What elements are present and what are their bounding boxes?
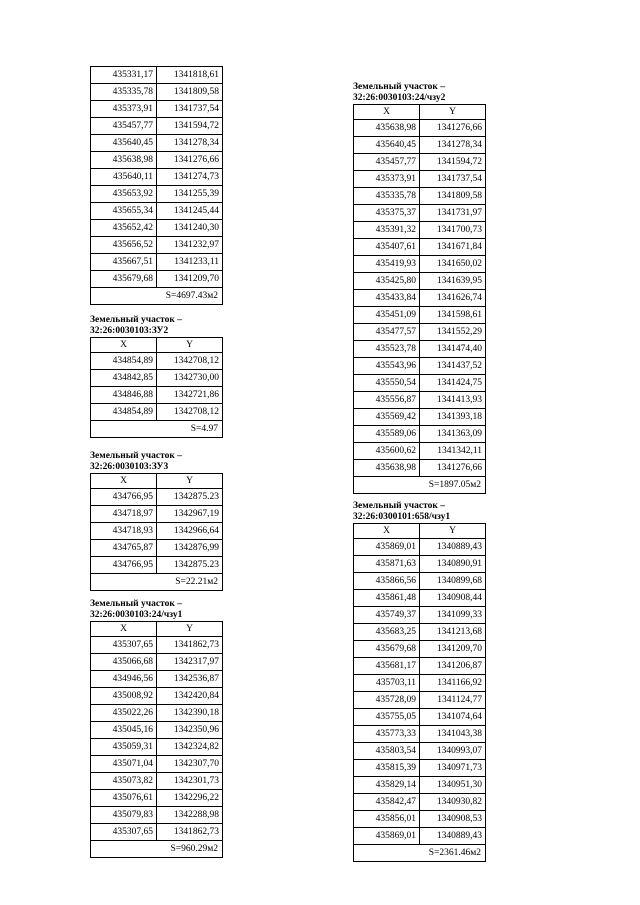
table-row bbox=[354, 726, 486, 743]
x-cell: 435703,11 bbox=[354, 675, 420, 692]
y-cell: 1341650,02 bbox=[420, 256, 486, 273]
table-row bbox=[91, 654, 223, 671]
table-row bbox=[91, 186, 223, 203]
area-row bbox=[91, 841, 223, 858]
x-cell: 434766,95 bbox=[91, 489, 157, 506]
coordinates-table bbox=[90, 66, 223, 305]
y-cell: 1341274,73 bbox=[157, 169, 223, 186]
y-cell: 1340889,43 bbox=[420, 828, 486, 845]
table-row bbox=[354, 539, 486, 556]
area-row bbox=[91, 421, 223, 438]
y-cell: 1341818,61 bbox=[157, 67, 223, 84]
table-row bbox=[354, 273, 486, 290]
y-cell: 1342324,82 bbox=[157, 739, 223, 756]
y-cell: 1340908,44 bbox=[420, 590, 486, 607]
x-cell: 435066,68 bbox=[91, 654, 157, 671]
x-cell: 435755,05 bbox=[354, 709, 420, 726]
x-cell: 435638,98 bbox=[354, 460, 420, 477]
x-cell: 435076,61 bbox=[91, 790, 157, 807]
y-cell: 1340930,82 bbox=[420, 794, 486, 811]
x-cell: 435861,48 bbox=[354, 590, 420, 607]
y-cell: 1342390,18 bbox=[157, 705, 223, 722]
table-row bbox=[354, 675, 486, 692]
x-cell: 435307,65 bbox=[91, 637, 157, 654]
table-row bbox=[354, 256, 486, 273]
area-value: S=4.97 bbox=[91, 421, 223, 438]
table-row bbox=[354, 460, 486, 477]
y-cell: 1341598,61 bbox=[420, 307, 486, 324]
x-cell: 434718,97 bbox=[91, 506, 157, 523]
y-cell: 1341206,87 bbox=[420, 658, 486, 675]
y-cell: 1341671,84 bbox=[420, 239, 486, 256]
table-row bbox=[91, 135, 223, 152]
y-cell: 1341276,66 bbox=[157, 152, 223, 169]
table-row bbox=[91, 353, 223, 370]
coordinates-block-24-chzu2 bbox=[353, 82, 486, 494]
y-cell: 1341074,64 bbox=[420, 709, 486, 726]
table-row bbox=[354, 341, 486, 358]
table-row bbox=[354, 239, 486, 256]
table-row bbox=[354, 375, 486, 392]
table-row bbox=[354, 709, 486, 726]
y-cell: 1341809,58 bbox=[420, 188, 486, 205]
y-cell: 1341124,77 bbox=[420, 692, 486, 709]
x-cell: 435335,78 bbox=[354, 188, 420, 205]
x-cell: 435815,39 bbox=[354, 760, 420, 777]
x-cell: 435866,56 bbox=[354, 573, 420, 590]
x-cell: 435079,83 bbox=[91, 807, 157, 824]
table-row bbox=[91, 237, 223, 254]
x-cell: 435829,14 bbox=[354, 777, 420, 794]
y-cell: 1342708,12 bbox=[157, 404, 223, 421]
x-cell: 435523,78 bbox=[354, 341, 420, 358]
table-row bbox=[354, 188, 486, 205]
x-cell: 435589,06 bbox=[354, 426, 420, 443]
y-cell: 1342317,97 bbox=[157, 654, 223, 671]
x-cell: 435391,32 bbox=[354, 222, 420, 239]
table-row bbox=[91, 756, 223, 773]
y-cell: 1341639,95 bbox=[420, 273, 486, 290]
y-cell: 1342875.23 bbox=[157, 489, 223, 506]
table-row bbox=[354, 324, 486, 341]
x-cell: 435008,92 bbox=[91, 688, 157, 705]
x-cell: 435373,91 bbox=[91, 101, 157, 118]
coordinates-block-zu3 bbox=[90, 451, 223, 591]
y-cell: 1341626,74 bbox=[420, 290, 486, 307]
x-cell: 435667,51 bbox=[91, 254, 157, 271]
x-cell: 435749,37 bbox=[354, 607, 420, 624]
x-cell: 435871,63 bbox=[354, 556, 420, 573]
x-cell: 435335,78 bbox=[91, 84, 157, 101]
y-cell: 1341474,40 bbox=[420, 341, 486, 358]
y-cell: 1340890,91 bbox=[420, 556, 486, 573]
x-cell: 435638,98 bbox=[354, 120, 420, 137]
x-cell: 435556,87 bbox=[354, 392, 420, 409]
y-cell: 1340899,68 bbox=[420, 573, 486, 590]
table-row bbox=[354, 556, 486, 573]
x-cell: 434846,88 bbox=[91, 387, 157, 404]
table-row bbox=[91, 540, 223, 557]
x-cell: 435842,47 bbox=[354, 794, 420, 811]
y-cell: 1341276,66 bbox=[420, 460, 486, 477]
area-row bbox=[91, 574, 223, 591]
x-cell: 435373,91 bbox=[354, 171, 420, 188]
y-cell: 1342307,70 bbox=[157, 756, 223, 773]
column-header: X bbox=[91, 622, 157, 637]
table-row bbox=[354, 205, 486, 222]
table-row bbox=[91, 688, 223, 705]
x-cell: 435683,25 bbox=[354, 624, 420, 641]
y-cell: 1341737,54 bbox=[157, 101, 223, 118]
column-header: X bbox=[91, 474, 157, 489]
table-row bbox=[91, 637, 223, 654]
x-cell: 435375,37 bbox=[354, 205, 420, 222]
x-cell: 434765,87 bbox=[91, 540, 157, 557]
header-row bbox=[354, 524, 486, 539]
table-row bbox=[91, 169, 223, 186]
y-cell: 1342875.23 bbox=[157, 557, 223, 574]
plot-title: Земельный участок – 32:26:0030103:ЗУ2 bbox=[90, 315, 182, 336]
y-cell: 1341233,11 bbox=[157, 254, 223, 271]
y-cell: 1342967,19 bbox=[157, 506, 223, 523]
table-row bbox=[354, 641, 486, 658]
table-row bbox=[91, 722, 223, 739]
table-row bbox=[354, 743, 486, 760]
coordinates-block-24-chzu1 bbox=[90, 599, 223, 858]
plot-title: Земельный участок – 32:26:0030103:24/чзу1 bbox=[90, 599, 183, 620]
coordinates-table bbox=[353, 104, 486, 494]
table-row bbox=[91, 254, 223, 271]
y-cell: 1340993,07 bbox=[420, 743, 486, 760]
y-cell: 1341731,97 bbox=[420, 205, 486, 222]
table-row bbox=[91, 203, 223, 220]
x-cell: 435550,54 bbox=[354, 375, 420, 392]
y-cell: 1341213,68 bbox=[420, 624, 486, 641]
x-cell: 435451,09 bbox=[354, 307, 420, 324]
x-cell: 435652,42 bbox=[91, 220, 157, 237]
table-row bbox=[354, 358, 486, 375]
y-cell: 1342420,84 bbox=[157, 688, 223, 705]
y-cell: 1341594,72 bbox=[420, 154, 486, 171]
table-row bbox=[91, 370, 223, 387]
table-row bbox=[91, 404, 223, 421]
table-row bbox=[354, 573, 486, 590]
x-cell: 435073,82 bbox=[91, 773, 157, 790]
table-row bbox=[354, 777, 486, 794]
coordinates-block-continued bbox=[90, 66, 223, 305]
x-cell: 435856,01 bbox=[354, 811, 420, 828]
x-cell: 435600,62 bbox=[354, 443, 420, 460]
y-cell: 1342876,99 bbox=[157, 540, 223, 557]
table-row bbox=[354, 409, 486, 426]
x-cell: 435655,34 bbox=[91, 203, 157, 220]
x-cell: 435679,68 bbox=[91, 271, 157, 288]
table-row bbox=[354, 590, 486, 607]
column-header: X bbox=[91, 338, 157, 353]
table-row bbox=[91, 557, 223, 574]
y-cell: 1341245,44 bbox=[157, 203, 223, 220]
y-cell: 1341700,73 bbox=[420, 222, 486, 239]
y-cell: 1341809,58 bbox=[157, 84, 223, 101]
coordinates-table bbox=[90, 337, 223, 438]
y-cell: 1342301,73 bbox=[157, 773, 223, 790]
y-cell: 1341276,66 bbox=[420, 120, 486, 137]
y-cell: 1341232,97 bbox=[157, 237, 223, 254]
table-row bbox=[91, 67, 223, 84]
x-cell: 435640,45 bbox=[91, 135, 157, 152]
table-row bbox=[354, 290, 486, 307]
y-cell: 1341099,33 bbox=[420, 607, 486, 624]
table-row bbox=[91, 489, 223, 506]
plot-title: Земельный участок – 32:26:0300101:658/чзу1 bbox=[353, 501, 451, 522]
table-row bbox=[91, 671, 223, 688]
x-cell: 435307,65 bbox=[91, 824, 157, 841]
y-cell: 1341278,34 bbox=[420, 137, 486, 154]
y-cell: 1341342,11 bbox=[420, 443, 486, 460]
x-cell: 435869,01 bbox=[354, 539, 420, 556]
header-row bbox=[91, 474, 223, 489]
y-cell: 1340951,30 bbox=[420, 777, 486, 794]
y-cell: 1341393,18 bbox=[420, 409, 486, 426]
y-cell: 1341594,72 bbox=[157, 118, 223, 135]
y-cell: 1342288,98 bbox=[157, 807, 223, 824]
y-cell: 1341209,70 bbox=[157, 271, 223, 288]
y-cell: 1341437,52 bbox=[420, 358, 486, 375]
y-cell: 1342350,96 bbox=[157, 722, 223, 739]
x-cell: 434854,89 bbox=[91, 353, 157, 370]
table-row bbox=[354, 658, 486, 675]
table-row bbox=[354, 154, 486, 171]
x-cell: 435045,16 bbox=[91, 722, 157, 739]
x-cell: 435679,68 bbox=[354, 641, 420, 658]
x-cell: 435640,11 bbox=[91, 169, 157, 186]
table-row bbox=[91, 152, 223, 169]
y-cell: 1341363,09 bbox=[420, 426, 486, 443]
y-cell: 1341240,30 bbox=[157, 220, 223, 237]
x-cell: 435419,93 bbox=[354, 256, 420, 273]
y-cell: 1342296,22 bbox=[157, 790, 223, 807]
x-cell: 435681,17 bbox=[354, 658, 420, 675]
table-row bbox=[91, 220, 223, 237]
table-row bbox=[354, 222, 486, 239]
area-value: S=22.21м2 bbox=[91, 574, 223, 591]
y-cell: 1341862,73 bbox=[157, 637, 223, 654]
column-header: Y bbox=[157, 474, 223, 489]
y-cell: 1341043,38 bbox=[420, 726, 486, 743]
area-row bbox=[91, 288, 223, 305]
table-row bbox=[354, 811, 486, 828]
x-cell: 435773,33 bbox=[354, 726, 420, 743]
table-row bbox=[91, 705, 223, 722]
table-row bbox=[354, 607, 486, 624]
table-row bbox=[354, 426, 486, 443]
y-cell: 1341278,34 bbox=[157, 135, 223, 152]
table-row bbox=[354, 794, 486, 811]
table-row bbox=[354, 760, 486, 777]
x-cell: 435638,98 bbox=[91, 152, 157, 169]
table-row bbox=[354, 392, 486, 409]
table-row bbox=[354, 171, 486, 188]
y-cell: 1341413,93 bbox=[420, 392, 486, 409]
area-value: S=4697.43м2 bbox=[91, 288, 223, 305]
x-cell: 434842,85 bbox=[91, 370, 157, 387]
x-cell: 435425,80 bbox=[354, 273, 420, 290]
table-row bbox=[91, 824, 223, 841]
column-header: X bbox=[354, 105, 420, 120]
y-cell: 1342966,64 bbox=[157, 523, 223, 540]
x-cell: 435803,54 bbox=[354, 743, 420, 760]
table-row bbox=[354, 120, 486, 137]
area-value: S=960.29м2 bbox=[91, 841, 223, 858]
table-row bbox=[91, 523, 223, 540]
x-cell: 435728,09 bbox=[354, 692, 420, 709]
y-cell: 1340908,53 bbox=[420, 811, 486, 828]
table-row bbox=[354, 443, 486, 460]
y-cell: 1340971,73 bbox=[420, 760, 486, 777]
y-cell: 1341209,70 bbox=[420, 641, 486, 658]
coordinates-block-658-chzu1 bbox=[353, 501, 486, 862]
column-header: Y bbox=[157, 622, 223, 637]
x-cell: 434854,89 bbox=[91, 404, 157, 421]
y-cell: 1341255,39 bbox=[157, 186, 223, 203]
coordinates-block-zu2 bbox=[90, 315, 223, 438]
table-row bbox=[354, 137, 486, 154]
x-cell: 435022,26 bbox=[91, 705, 157, 722]
y-cell: 1342708,12 bbox=[157, 353, 223, 370]
x-cell: 435331,17 bbox=[91, 67, 157, 84]
coordinates-table bbox=[90, 621, 223, 858]
table-row bbox=[91, 118, 223, 135]
header-row bbox=[354, 105, 486, 120]
x-cell: 434718,93 bbox=[91, 523, 157, 540]
plot-title: Земельный участок – 32:26:0030103:24/чзу2 bbox=[353, 82, 446, 103]
x-cell: 435071,04 bbox=[91, 756, 157, 773]
x-cell: 435569,42 bbox=[354, 409, 420, 426]
x-cell: 434946,56 bbox=[91, 671, 157, 688]
table-row bbox=[91, 506, 223, 523]
table-row bbox=[91, 101, 223, 118]
x-cell: 434766,95 bbox=[91, 557, 157, 574]
area-row bbox=[354, 477, 486, 494]
area-value: S=1897.05м2 bbox=[354, 477, 486, 494]
coordinates-table bbox=[353, 523, 486, 862]
y-cell: 1342536,87 bbox=[157, 671, 223, 688]
x-cell: 435407,61 bbox=[354, 239, 420, 256]
table-row bbox=[91, 773, 223, 790]
table-row bbox=[354, 624, 486, 641]
x-cell: 435059,31 bbox=[91, 739, 157, 756]
table-row bbox=[91, 790, 223, 807]
x-cell: 435869,01 bbox=[354, 828, 420, 845]
x-cell: 435457,77 bbox=[354, 154, 420, 171]
y-cell: 1341166,92 bbox=[420, 675, 486, 692]
column-header: Y bbox=[420, 524, 486, 539]
header-row bbox=[91, 338, 223, 353]
table-row bbox=[91, 271, 223, 288]
y-cell: 1341424,75 bbox=[420, 375, 486, 392]
table-row bbox=[354, 307, 486, 324]
x-cell: 435477,57 bbox=[354, 324, 420, 341]
table-row bbox=[91, 807, 223, 824]
x-cell: 435640,45 bbox=[354, 137, 420, 154]
column-header: Y bbox=[420, 105, 486, 120]
y-cell: 1342721,86 bbox=[157, 387, 223, 404]
y-cell: 1341552,29 bbox=[420, 324, 486, 341]
column-header: X bbox=[354, 524, 420, 539]
y-cell: 1341737,54 bbox=[420, 171, 486, 188]
table-row bbox=[354, 828, 486, 845]
table-row bbox=[91, 387, 223, 404]
y-cell: 1341862,73 bbox=[157, 824, 223, 841]
table-row bbox=[91, 84, 223, 101]
table-row bbox=[91, 739, 223, 756]
area-row bbox=[354, 845, 486, 862]
coordinates-table bbox=[90, 473, 223, 591]
x-cell: 435656,52 bbox=[91, 237, 157, 254]
y-cell: 1340889,43 bbox=[420, 539, 486, 556]
plot-title: Земельный участок – 32:26:0030103:ЗУ3 bbox=[90, 451, 182, 472]
header-row bbox=[91, 622, 223, 637]
x-cell: 435457,77 bbox=[91, 118, 157, 135]
x-cell: 435433,84 bbox=[354, 290, 420, 307]
area-value: S=2361.46м2 bbox=[354, 845, 486, 862]
x-cell: 435543,96 bbox=[354, 358, 420, 375]
column-header: Y bbox=[157, 338, 223, 353]
table-row bbox=[354, 692, 486, 709]
y-cell: 1342730,00 bbox=[157, 370, 223, 387]
x-cell: 435653,92 bbox=[91, 186, 157, 203]
